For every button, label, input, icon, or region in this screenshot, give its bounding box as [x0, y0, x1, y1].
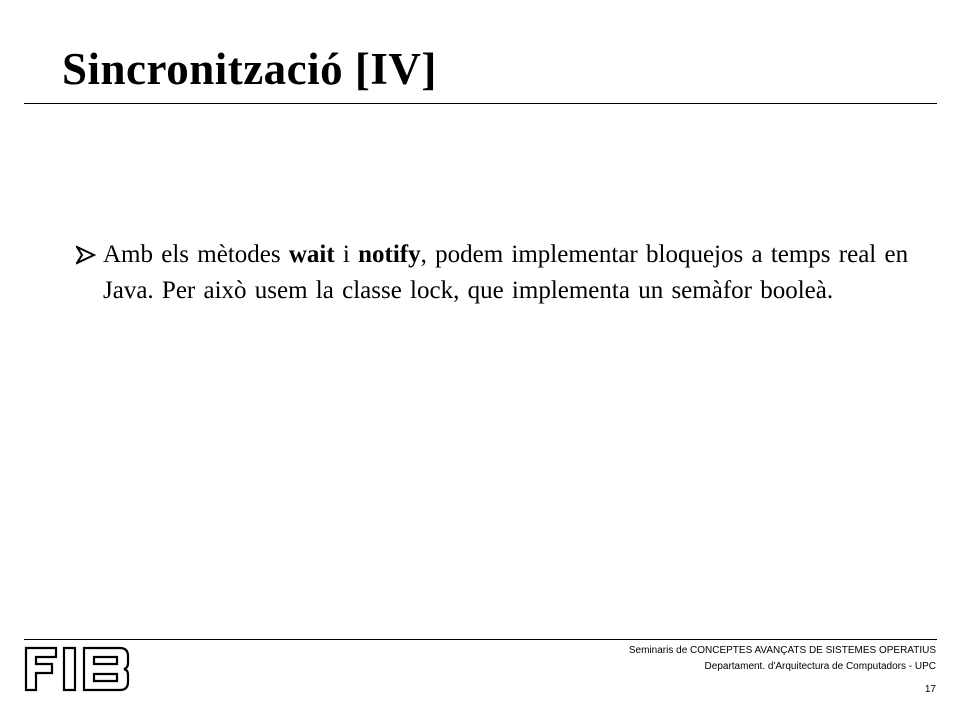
- slide-title: Sincronització [IV]: [62, 44, 437, 94]
- arrowhead-bullet-icon: [76, 245, 96, 265]
- bullet-text-part-2: i: [334, 241, 359, 268]
- fib-logo: [24, 646, 132, 692]
- bullet-text-part-3: , podem implementar bloquejos a temps real en Java. Per això usem la classe lock, que implementa un semàfor booleà.: [103, 241, 909, 304]
- bullet-text: [103, 237, 913, 309]
- footer-course-name: Seminaris de CONCEPTES AVANÇATS DE SISTEMES OPERATIUS: [628, 645, 936, 656]
- page-number: 17: [924, 684, 936, 695]
- footer-divider: [24, 639, 937, 640]
- footer-department: Departament. d'Arquitectura de Computadors - UPC: [704, 661, 936, 672]
- bullet-text-part-1: Amb els mètodes: [103, 241, 289, 268]
- wait-keyword: wait: [288, 241, 335, 268]
- notify-keyword: notify: [358, 241, 421, 268]
- title-divider: [24, 103, 937, 104]
